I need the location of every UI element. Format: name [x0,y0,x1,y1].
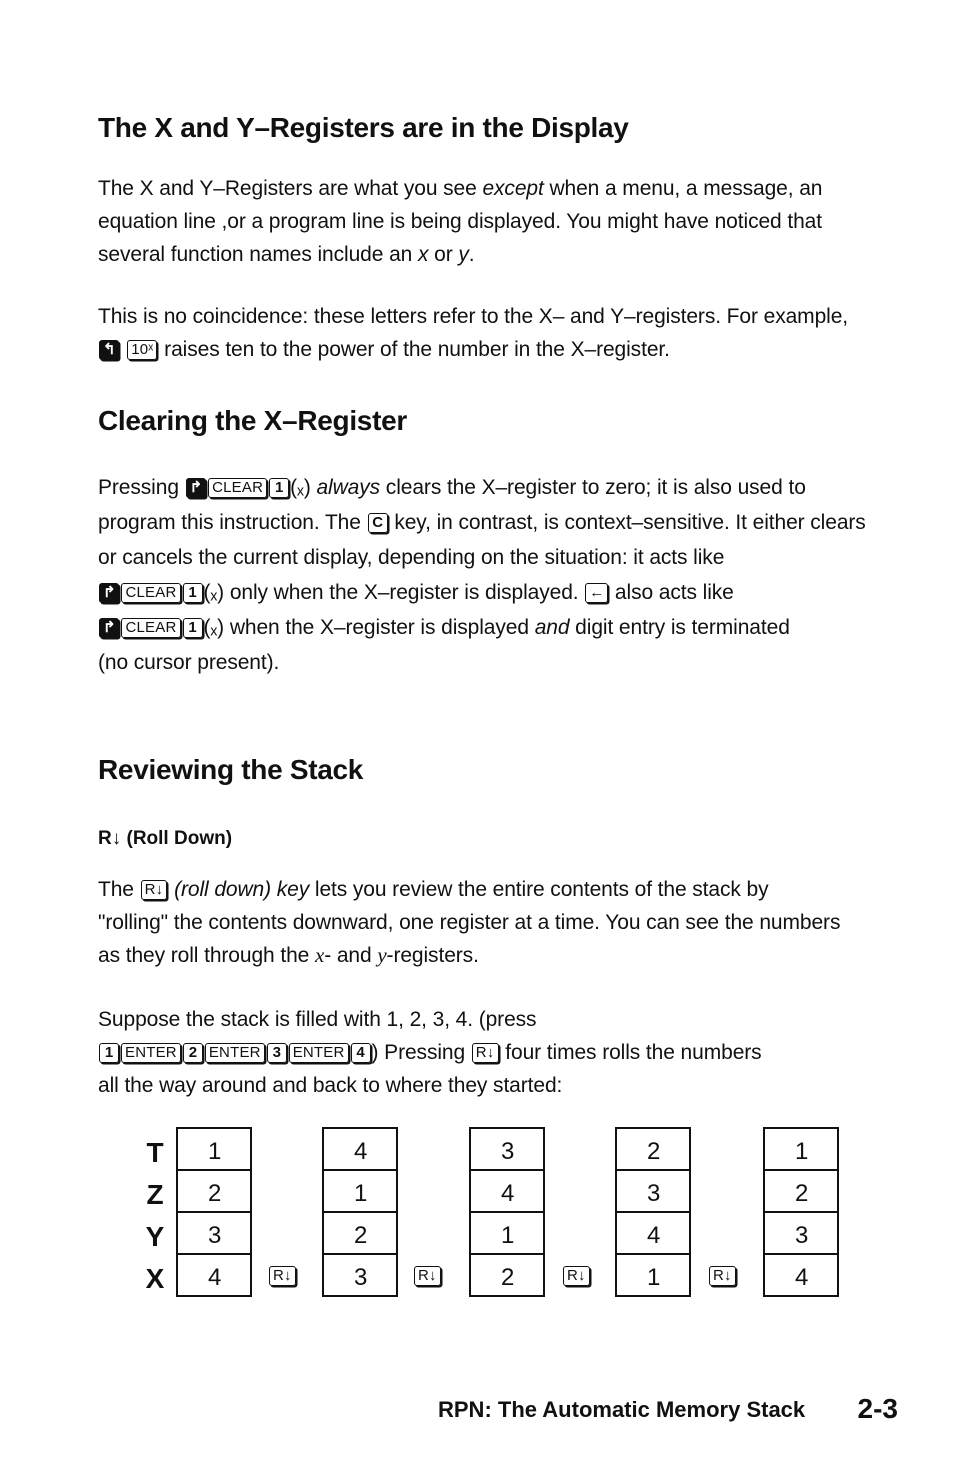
enter-key-icon: ENTER [121,1043,181,1063]
four-key-icon: 4 [351,1043,371,1063]
stack-cell: 1 [324,1171,396,1213]
paragraph-clearing: Pressing ↱ CLEAR 1 (ₓ) always clears the X–register to zero; it is also used to program this instruction. The C key, in contrast, is context–sensitive. It either clears or cancels the current display, depending on the situation: it acts like ↱ CLEAR 1 (ₓ) only when the X–register is displayed. ← also acts like ↱ CLEAR 1 (ₓ) when the X–register is displayed and digit entry is terminated (no cursor present). [98,476,866,674]
right-shift-key-icon: ↱ [99,583,119,603]
paragraph-display-intro: The X and Y–Registers are what you see except when a menu, a message, an equation line ,or a program line is being displayed. You might have noticed that several function names include an x or y. [98,177,823,266]
ten-power-x-key-icon: 10ˣ [127,340,157,360]
roll-down-key-icon: R↓ [709,1266,736,1286]
stack-cell: 4 [617,1213,689,1255]
chapter-title: RPN: The Automatic Memory Stack [438,1397,806,1422]
stack-state-3 [469,1127,545,1297]
stack-state-4 [615,1127,691,1297]
one-key-icon: 1 [183,583,203,603]
right-shift-key-icon: ↱ [99,618,119,638]
register-label-y: Y [145,1221,165,1252]
stack-cell: 1 [471,1213,543,1255]
stack-cell: 4 [795,1264,809,1291]
stack-cell: 4 [208,1264,222,1291]
stack-state-5 [763,1127,839,1297]
page-footer [438,1393,898,1424]
two-key-icon: 2 [183,1043,203,1063]
subheading-roll-down: R↓ (Roll Down) [98,828,233,849]
one-key-icon: 1 [269,478,289,498]
clear-key-icon: CLEAR [208,478,267,498]
stack-cell: 4 [324,1129,396,1171]
register-label-x: X [145,1263,165,1294]
stack-cell: 1 [765,1129,837,1171]
stack-cell: 4 [471,1171,543,1213]
stack-cell: 1 [647,1264,661,1291]
roll-down-key-icon: R↓ [141,880,168,900]
roll-down-key-icon: R↓ [563,1266,590,1286]
enter-key-icon: ENTER [289,1043,349,1063]
page-number: 2-3 [857,1393,898,1424]
section-heading-display: The X and Y–Registers are in the Display [98,112,629,143]
backspace-key-icon: ← [585,583,608,603]
section-heading-clearing: Clearing the X–Register [98,405,407,436]
paragraph-roll-down: The R↓ (roll down) key lets you review the entire contents of the stack by "rolling" the contents downward, one register at a time. You can see the numbers as they roll through the x- and y-registers. [98,878,841,967]
stack-cell: 2 [617,1129,689,1171]
clear-key-icon: CLEAR [121,618,180,638]
left-shift-key-icon: ↰ [99,340,119,360]
section-heading-reviewing: Reviewing the Stack [98,754,364,785]
one-key-icon: 1 [99,1043,119,1063]
stack-cell: 3 [471,1129,543,1171]
stack-state-1 [176,1127,252,1297]
stack-cell: 3 [617,1171,689,1213]
stack-cell: 2 [765,1171,837,1213]
paragraph-suppose: Suppose the stack is filled with 1, 2, 3, 4. (press 1 ENTER 2 ENTER 3 ENTER 4 ) Pressing R↓ four times rolls the numbers all the way around and back to where they started: [98,1008,762,1097]
stack-cell: 3 [178,1213,250,1255]
roll-down-key-icon: R↓ [269,1266,296,1286]
stack-cell: 2 [178,1171,250,1213]
stack-register-labels [140,1130,170,1298]
stack-cell: 2 [501,1264,515,1291]
register-label-z: Z [146,1179,164,1210]
enter-key-icon: ENTER [205,1043,265,1063]
clear-key-icon: CLEAR [121,583,180,603]
stack-cell: 1 [178,1129,250,1171]
register-label-t: T [146,1137,164,1168]
stack-cell: 3 [765,1213,837,1255]
stack-cell: 2 [324,1213,396,1255]
stack-state-2 [322,1127,398,1297]
three-key-icon: 3 [267,1043,287,1063]
roll-down-key-icon: R↓ [414,1266,441,1286]
c-key-icon: C [368,513,388,533]
paragraph-coincidence: This is no coincidence: these letters refer to the X– and Y–registers. For example, ↰ 10ˣ raises ten to the power of the number in the X–register. [98,305,849,361]
roll-down-key-icon: R↓ [472,1043,499,1063]
one-key-icon: 1 [183,618,203,638]
right-shift-key-icon: ↱ [186,478,206,498]
stack-cell: 3 [354,1264,368,1291]
